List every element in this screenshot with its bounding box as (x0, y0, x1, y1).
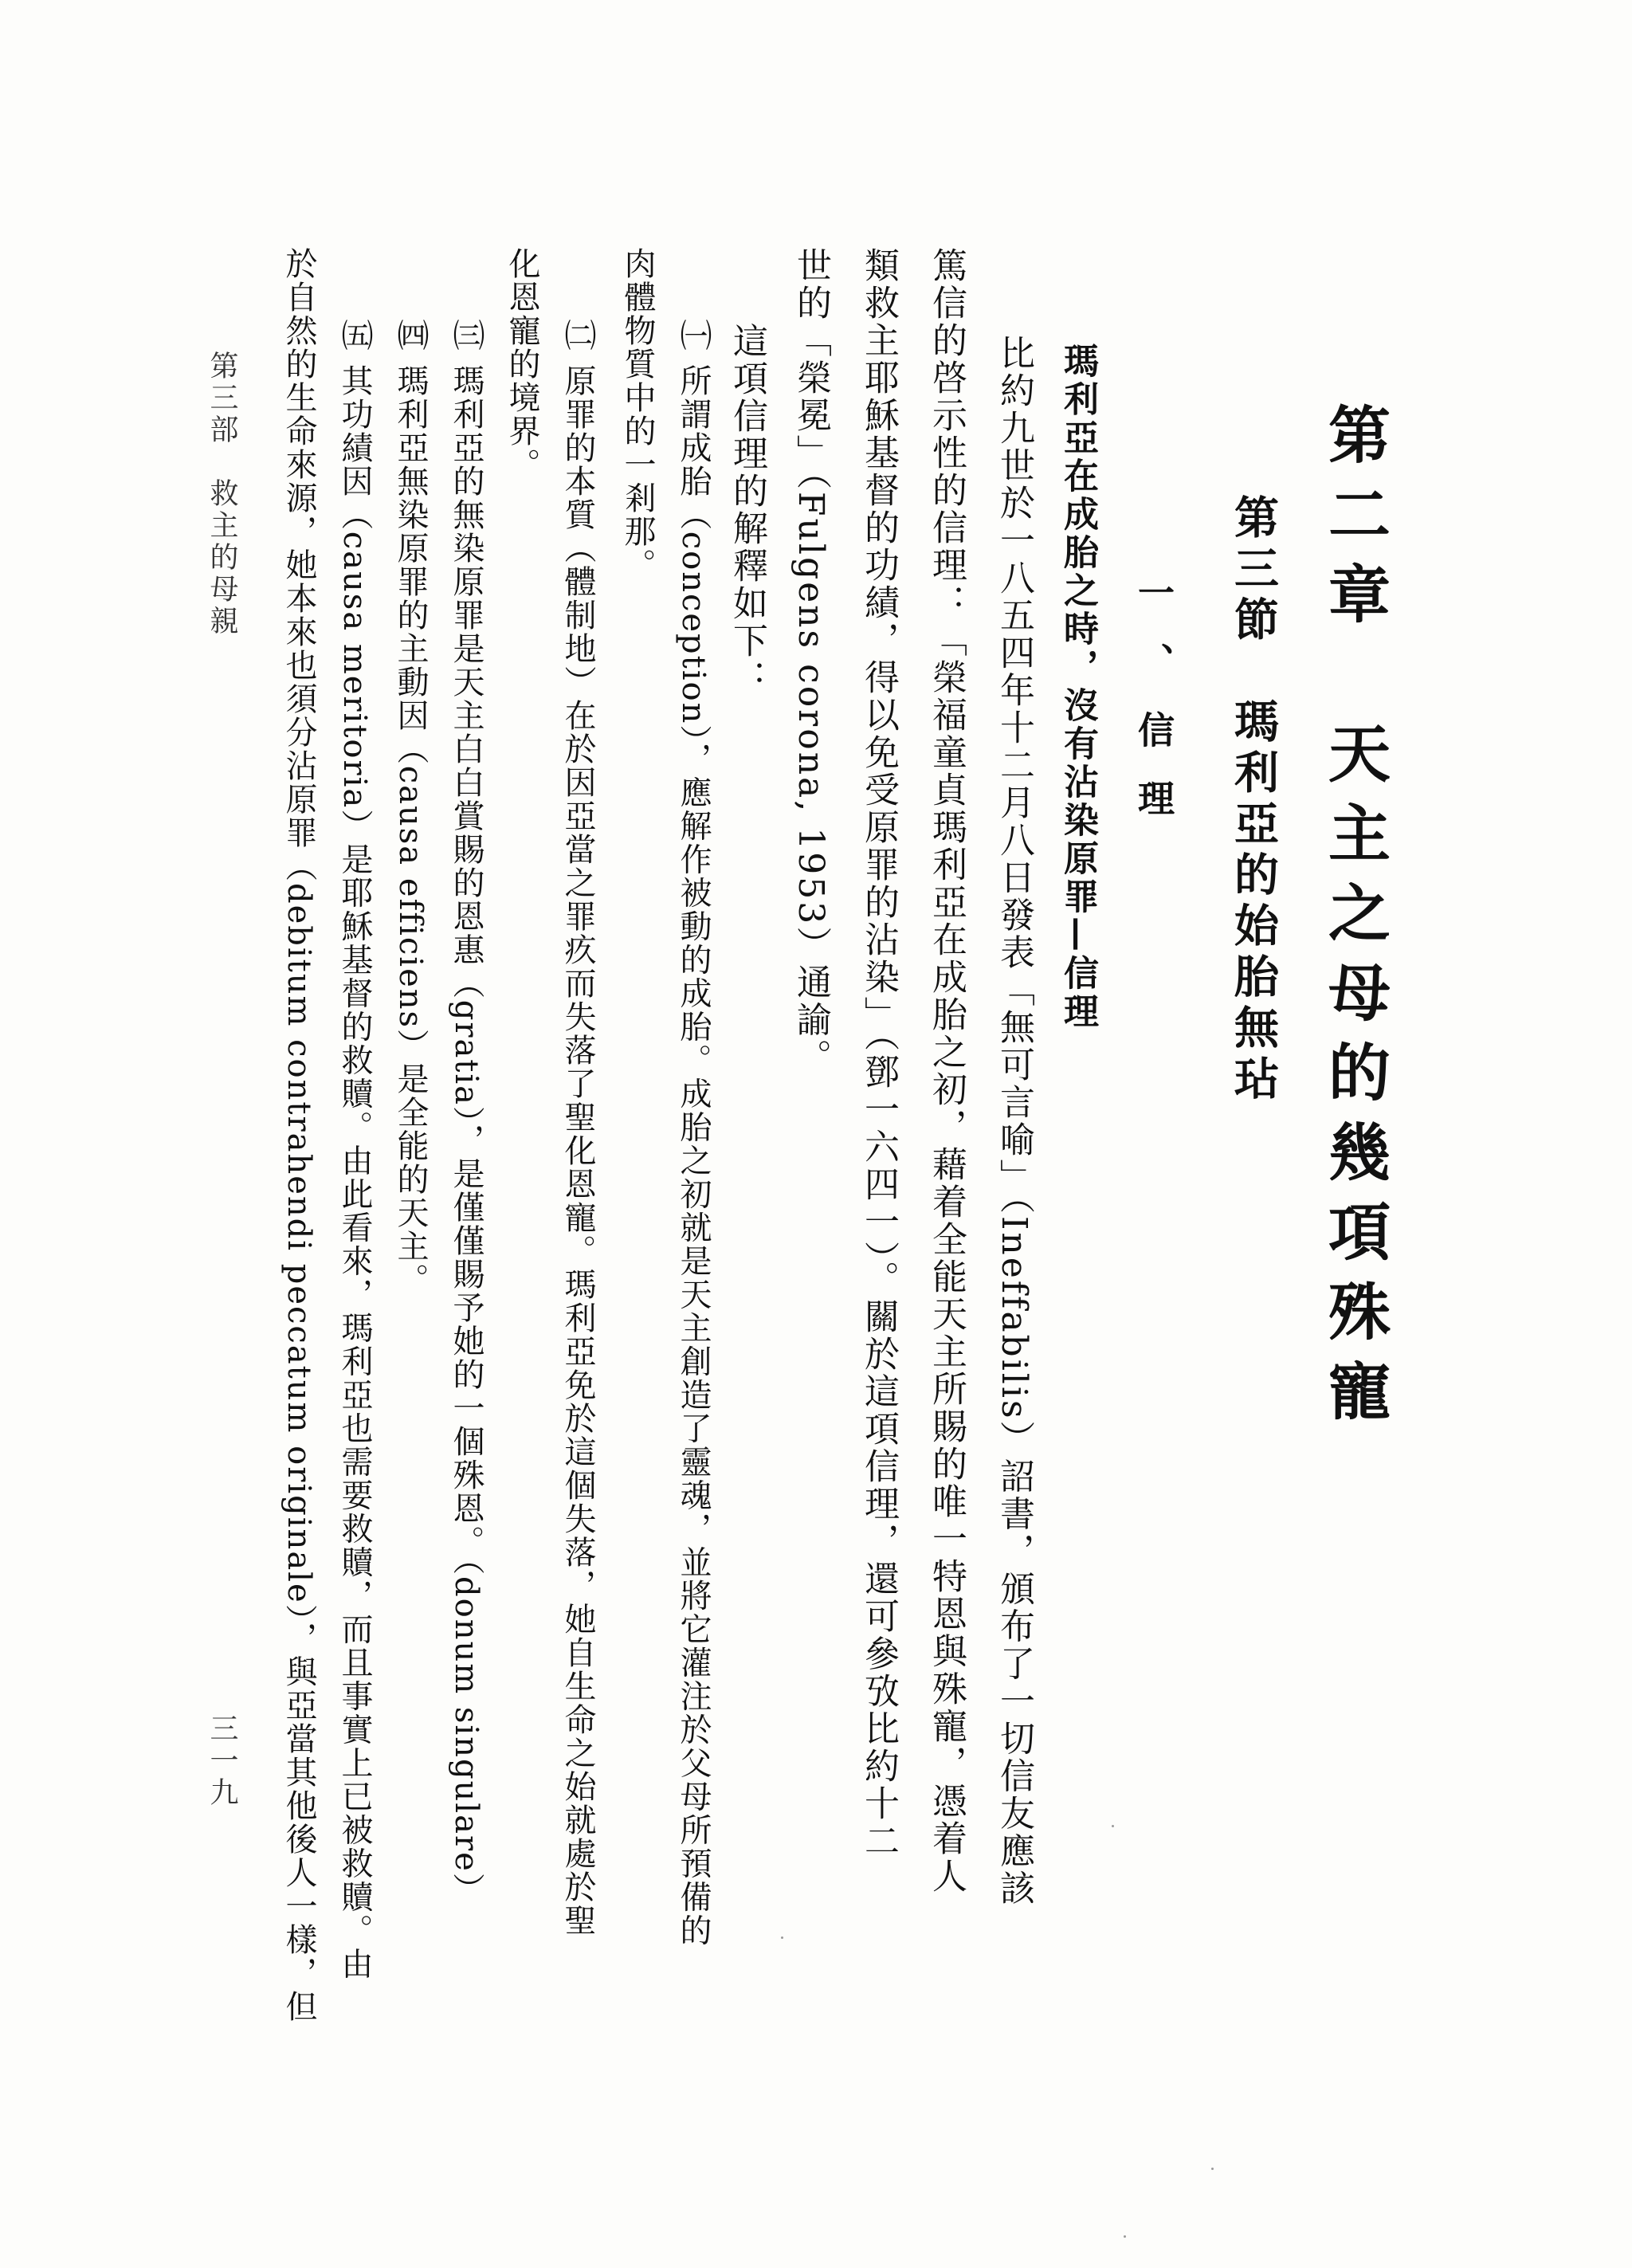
item-2-line-1: ㈡ 原罪的本質（體制地）在於因亞當之罪疚而失落了聖化恩寵。瑪利亞免於這個失落，她自生命之始就處於聖 (559, 319, 596, 1937)
item-5-line-1: ㈤ 其功績因（causa meritoria）是耶穌基督的救贖。由此看來，瑪利亞也需要救贖，而且事實上已被救贖。由 (336, 319, 373, 1981)
intro-line-1: 比約九世於一八五四年十二月八日發表「無可言喻」（Ineffabilis）詔書，頒布了一切信友應該 (994, 335, 1034, 1908)
item-2-line-2: 化恩寵的境界。 (504, 247, 540, 481)
chapter-title: 第二章 天主之母的幾項殊寵 (1318, 402, 1391, 1438)
scan-speck (1211, 2168, 1214, 2170)
subsection-title: 一、信理 (1132, 574, 1175, 848)
section-title: 第三節 瑪利亞的始胎無玷 (1227, 494, 1280, 1106)
intro-line-2: 篤信的啓示性的信理：「榮福童貞瑪利亞在成胎之初，藉着全能天主所賜的唯一特恩與殊寵，憑着人 (926, 247, 967, 1895)
intro-line-4: 世的「榮冕」（Fulgens corona, 1953）通諭。 (790, 247, 831, 1077)
item-5-line-2: 於自然的生命來源，她本來也須分沾原罪（debitum contrahendi peccatum originale），與亞當其他後人一樣，但 (280, 247, 317, 2023)
explanation-intro: 這項信理的解釋如下： (727, 323, 767, 697)
intro-line-3: 類救主耶穌基督的功績，得以免受原罪的沾染」（鄧一六四一）。關於這項信理，還可參攷比約十二 (858, 247, 899, 1860)
running-footer: 第三部 救主的母親 (206, 351, 238, 638)
page-number: 三一九 (206, 1713, 238, 1809)
item-3-line-1: ㈢ 瑪利亞的無染原罪是天主白白賞賜的恩惠（gratia），是僅僅賜予她的一個殊恩。（donum singulare） (448, 319, 484, 1906)
scan-speck (781, 1936, 783, 1939)
scan-speck (1112, 1825, 1114, 1827)
item-1-line-1: ㈠ 所謂成胎（conception），應解作被動的成胎。成胎之初就是天主創造了靈魂，並將它灌注於父母所預備的 (675, 319, 712, 1948)
dogma-heading: 瑪利亞在成胎之時，沒有沾染原罪—信理 (1057, 343, 1098, 1031)
scan-speck (1124, 2235, 1126, 2238)
item-1-line-2: 肉體物質中的一剎那。 (619, 247, 656, 582)
item-4-line-1: ㈣ 瑪利亞無染原罪的主動因（causa efficiens）是全能的天主。 (392, 319, 429, 1297)
